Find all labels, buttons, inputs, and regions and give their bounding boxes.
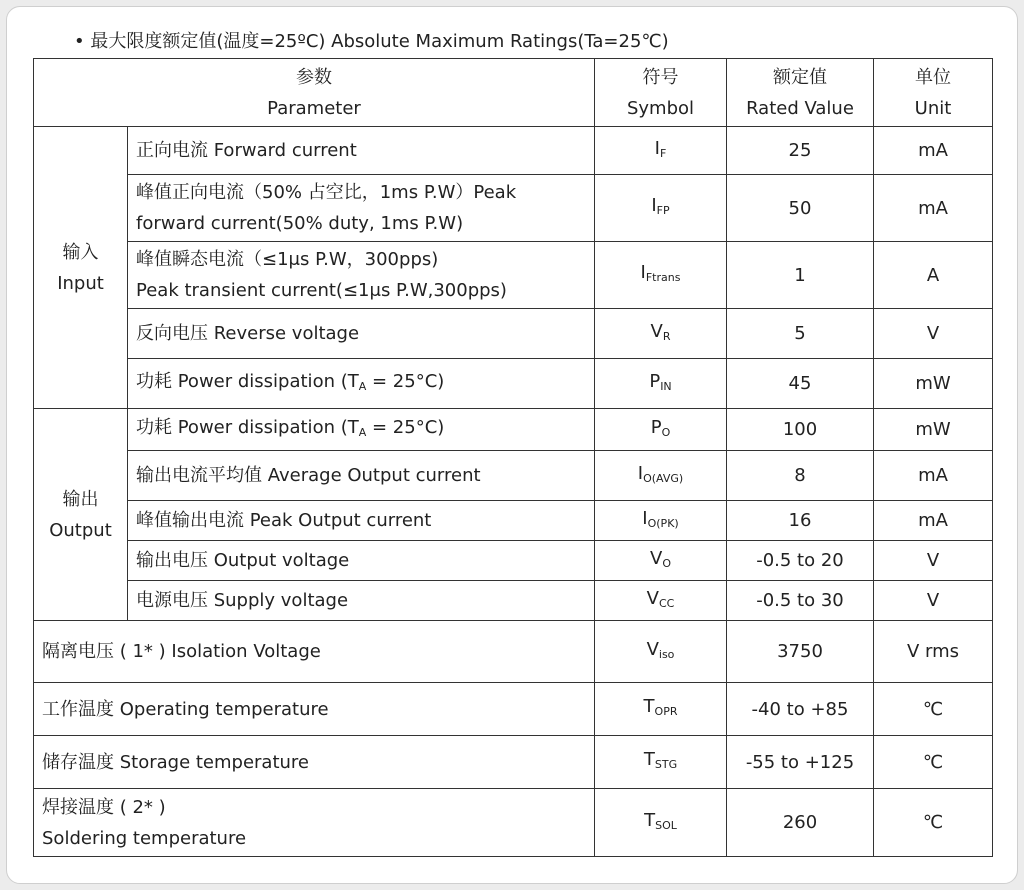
symbol-cell: $I_{Ftrans}$ bbox=[595, 242, 727, 309]
symbol-cell: $I_F$ bbox=[595, 127, 727, 175]
symbol-cell: $V_{iso}$ bbox=[595, 621, 727, 683]
table-row bbox=[34, 409, 993, 451]
header-symbol: 符号 Symbol bbox=[595, 59, 727, 127]
symbol-cell: $T_{STG}$ bbox=[595, 736, 727, 789]
table-row bbox=[34, 359, 993, 409]
value-cell: 1 bbox=[727, 242, 874, 309]
unit-cell: ℃ bbox=[874, 789, 993, 857]
value-cell: 16 bbox=[727, 501, 874, 541]
value-cell: 45 bbox=[727, 359, 874, 409]
value-cell: 50 bbox=[727, 175, 874, 242]
value-cell: -0.5 to 20 bbox=[727, 541, 874, 581]
unit-cell: mA bbox=[874, 451, 993, 501]
unit-cell: V bbox=[874, 581, 993, 621]
unit-cell: ℃ bbox=[874, 736, 993, 789]
symbol-cell: $I_{FP}$ bbox=[595, 175, 727, 242]
value-cell: 100 bbox=[727, 409, 874, 451]
value-cell: -0.5 to 30 bbox=[727, 581, 874, 621]
param-cell: 储存温度 Storage temperature bbox=[34, 736, 595, 789]
unit-cell: mA bbox=[874, 127, 993, 175]
symbol-cell: $P_{IN}$ bbox=[595, 359, 727, 409]
param-cell: 焊接温度 ( 2* ) Soldering temperature bbox=[34, 789, 595, 857]
param-cell: 电源电压 Supply voltage bbox=[128, 581, 595, 621]
table-row bbox=[34, 501, 993, 541]
param-cell: 工作温度 Operating temperature bbox=[34, 683, 595, 736]
value-cell: 3750 bbox=[727, 621, 874, 683]
table-row bbox=[34, 581, 993, 621]
value-cell: 5 bbox=[727, 309, 874, 359]
unit-cell: A bbox=[874, 242, 993, 309]
value-cell: 25 bbox=[727, 127, 874, 175]
table-row bbox=[34, 789, 993, 857]
header-rated-value: 额定值 Rated Value bbox=[727, 59, 874, 127]
table-row bbox=[34, 683, 993, 736]
param-cell: 峰值正向电流（50% 占空比，1ms P.W）Peak forward current(50% duty, 1ms P.W) bbox=[128, 175, 595, 242]
unit-cell: mA bbox=[874, 501, 993, 541]
header-unit: 单位 Unit bbox=[874, 59, 993, 127]
unit-cell: V bbox=[874, 541, 993, 581]
param-cell: 功耗 Power dissipation $(T_A = 25^\circ C)$ bbox=[128, 409, 595, 451]
table-row bbox=[34, 242, 993, 309]
table-row bbox=[34, 127, 993, 175]
table-row bbox=[34, 736, 993, 789]
param-cell: 反向电压 Reverse voltage bbox=[128, 309, 595, 359]
symbol-cell: $I_{O(AVG)}$ bbox=[595, 451, 727, 501]
value-cell: 8 bbox=[727, 451, 874, 501]
param-cell: 输出电压 Output voltage bbox=[128, 541, 595, 581]
table-header-row bbox=[34, 59, 993, 127]
symbol-cell: $V_O$ bbox=[595, 541, 727, 581]
param-cell: 峰值输出电流 Peak Output current bbox=[128, 501, 595, 541]
absolute-maximum-ratings-table bbox=[33, 58, 993, 857]
table-row bbox=[34, 621, 993, 683]
symbol-cell: $P_O$ bbox=[595, 409, 727, 451]
unit-cell: ℃ bbox=[874, 683, 993, 736]
unit-cell: mW bbox=[874, 409, 993, 451]
symbol-cell: $T_{OPR}$ bbox=[595, 683, 727, 736]
param-cell: 峰值瞬态电流（≤1μs P.W，300pps) Peak transient current(≤1μs P.W,300pps) bbox=[128, 242, 595, 309]
table-row bbox=[34, 541, 993, 581]
symbol-cell: $V_{CC}$ bbox=[595, 581, 727, 621]
header-parameter: 参数 Parameter bbox=[34, 59, 595, 127]
param-cell: 输出电流平均值 Average Output current bbox=[128, 451, 595, 501]
group-output: 输出 Output bbox=[34, 409, 128, 621]
table-row bbox=[34, 309, 993, 359]
value-cell: 260 bbox=[727, 789, 874, 857]
symbol-cell: $I_{O(PK)}$ bbox=[595, 501, 727, 541]
value-cell: -40 to +85 bbox=[727, 683, 874, 736]
section-heading: • 最大限度额定值(温度=25ºC) Absolute Maximum Ratings(Ta=25℃) bbox=[74, 31, 669, 52]
param-cell: 正向电流 Forward current bbox=[128, 127, 595, 175]
symbol-cell: $T_{SOL}$ bbox=[595, 789, 727, 857]
table-row bbox=[34, 175, 993, 242]
unit-cell: V bbox=[874, 309, 993, 359]
unit-cell: mW bbox=[874, 359, 993, 409]
table-row bbox=[34, 451, 993, 501]
param-cell: 功耗 Power dissipation $(T_A = 25^\circ C)$ bbox=[128, 359, 595, 409]
value-cell: -55 to +125 bbox=[727, 736, 874, 789]
param-cell: 隔离电压 ( 1* ) Isolation Voltage bbox=[34, 621, 595, 683]
group-input: 输入 Input bbox=[34, 127, 128, 409]
unit-cell: V rms bbox=[874, 621, 993, 683]
symbol-cell: $V_R$ bbox=[595, 309, 727, 359]
unit-cell: mA bbox=[874, 175, 993, 242]
